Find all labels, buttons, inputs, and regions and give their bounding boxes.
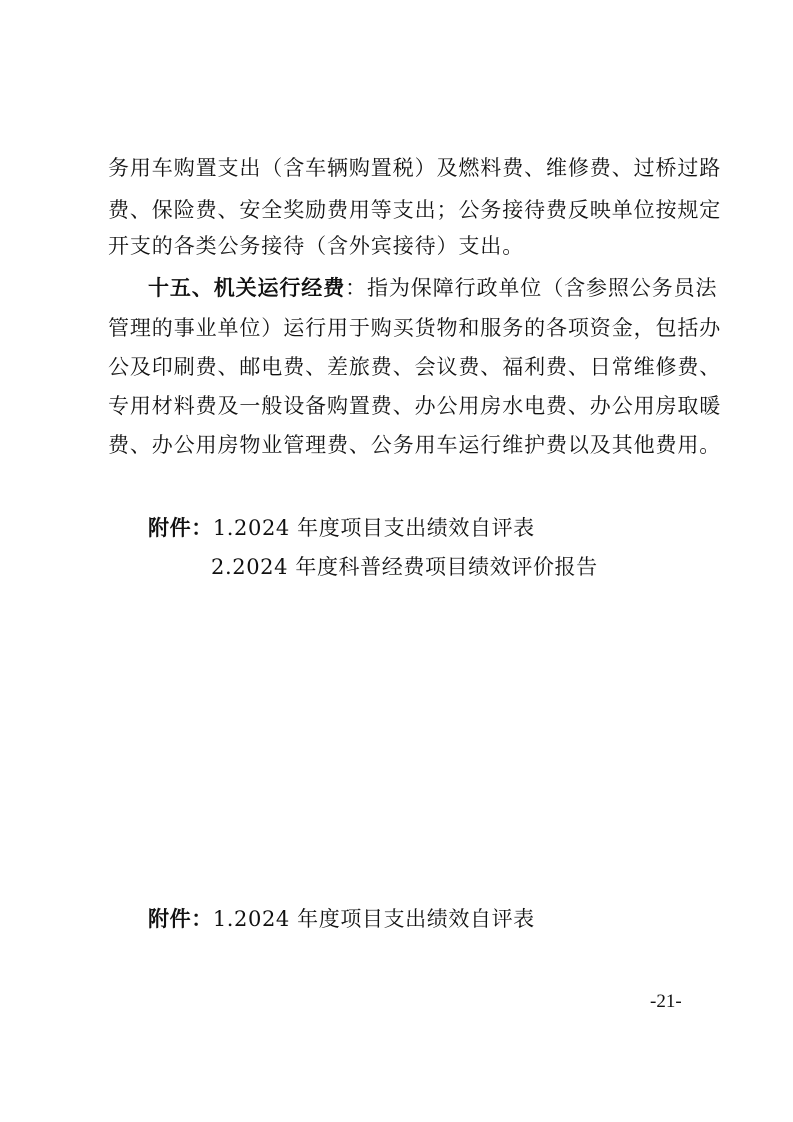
footer-attachment (148, 905, 535, 933)
attachment-label: 附件： (148, 515, 213, 540)
attachment-item-1: 1.2024 年度项目支出绩效自评表 (212, 516, 535, 540)
attachment-item-2: 2.2024 年度科普经费项目绩效评价报告 (211, 555, 598, 579)
paragraph-1-line-1: 务用车购置支出（含车辆购置税）及燃料费、维修费、过桥过路 (108, 156, 722, 180)
paragraph-2-line-4: 专用材料费及一般设备购置费、办公用房水电费、办公用房取暖 (108, 394, 722, 418)
paragraph-2-line-2: 管理的事业单位）运行用于购买货物和服务的各项资金，包括办 (108, 316, 722, 340)
footer-attachment-label: 附件： (148, 906, 213, 931)
footer-attachment-item: 1.2024 年度项目支出绩效自评表 (212, 907, 535, 931)
page-number: -21- (650, 991, 682, 1012)
paragraph-2-line-1 (148, 274, 718, 302)
paragraph-1-line-2: 费、保险费、安全奖励费用等支出；公务接待费反映单位按规定 (108, 198, 722, 222)
paragraph-2-line-5: 费、办公用房物业管理费、公务用车运行维护费以及其他费用。 (108, 433, 722, 457)
section-heading: 十五、机关运行经费 (148, 275, 346, 300)
paragraph-1-line-3: 开支的各类公务接待（含外宾接待）支出。 (108, 234, 525, 258)
attachment-1 (148, 514, 535, 542)
paragraph-2-line-3: 公及印刷费、邮电费、差旅费、会议费、福利费、日常维修费、 (108, 355, 722, 379)
section-heading-rest: ：指为保障行政单位（含参照公务员法 (345, 276, 718, 300)
